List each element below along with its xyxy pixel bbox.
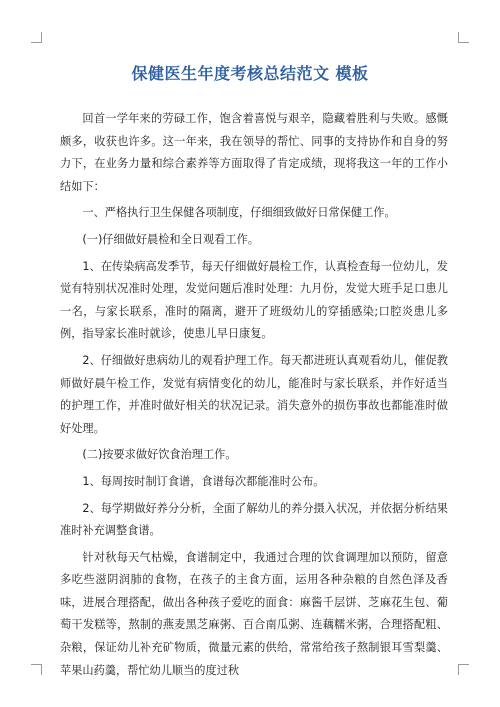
paragraph-section-1: 一、严格执行卫生保健各项制度，仔细细致做好日常保健工作。 [82,206,396,220]
paragraph-item-2: 2、仔细做好患病幼儿的观看护理工作。每天都进班认真观看幼儿，催促教师做好晨午检工作，发觉有病情变化的幼儿，能准时与家长联系，并作好适当的护理工作，并准时做好相关的状况记录。消失意外的损伤事故也都能准时做好处理。 [60,353,448,435]
paragraph-intro: 回首一学年来的劳碌工作，饱含着喜悦与艰辛，隐藏着胜利与失败。感慨颇多，收获也许多。这一年来，我在领导的帮忙、同事的支持协作和自身的努力下，在业务力量和综合素养等方面取得了肯定成绩，现将我这一年的工作小结如下： [60,112,448,193]
corner-mark-top-right [458,32,469,43]
paragraph-subsection-2: (二)按要求做好饮食治理工作。 [82,448,237,462]
document-title: 保健医生年度考核总结范文 模板 [131,64,369,83]
paragraph-item-4: 2、每学期做好养分分析，全面了解幼儿的养分摄入状况，并依据分析结果准时补充调整食谱。 [60,501,448,538]
paragraph-subsection-1: (一)仔细做好晨检和全日观看工作。 [82,232,259,246]
corner-mark-top-left [31,32,42,43]
paragraph-autumn-diet: 针对秋每天气枯燥，食谱制定中，我通过合理的饮食调理加以预防，留意多吃些滋阴润肺的食物，在孩子的主食方面，运用各种杂粮的自然色泽及香味，进展合理搭配，做出各种孩子爱吃的面食：麻酱千层饼、芝麻花生包、葡萄干发糕等，熬制的燕麦黑芝麻粥、百合南瓜粥、连藕糯米粥，合理搭配粗、杂粮，保证幼儿补充矿物质，微量元素的供给，常常给孩子熬制银耳雪梨羹、苹果山药羹，帮忙幼儿顺当的度过秋 [60,550,448,677]
corner-mark-bottom-right [458,664,469,675]
paragraph-item-1: 1、在传染病高发季节，每天仔细做好晨检工作，认真检查每一位幼儿，发觉有特别状况准时处理，发觉问题后准时处理：九月份，发觉大班手足口患儿一名，与家长联系，准时的隔离，避开了班级幼儿的穿插感染;口腔炎患儿多例，指导家长准时就诊，使患儿早日康复。 [60,259,448,341]
document-body [60,108,448,686]
paragraph-item-3: 1、每周按时制订食谱，食谱每次都能准时公布。 [82,474,325,488]
corner-mark-bottom-left [31,664,42,675]
